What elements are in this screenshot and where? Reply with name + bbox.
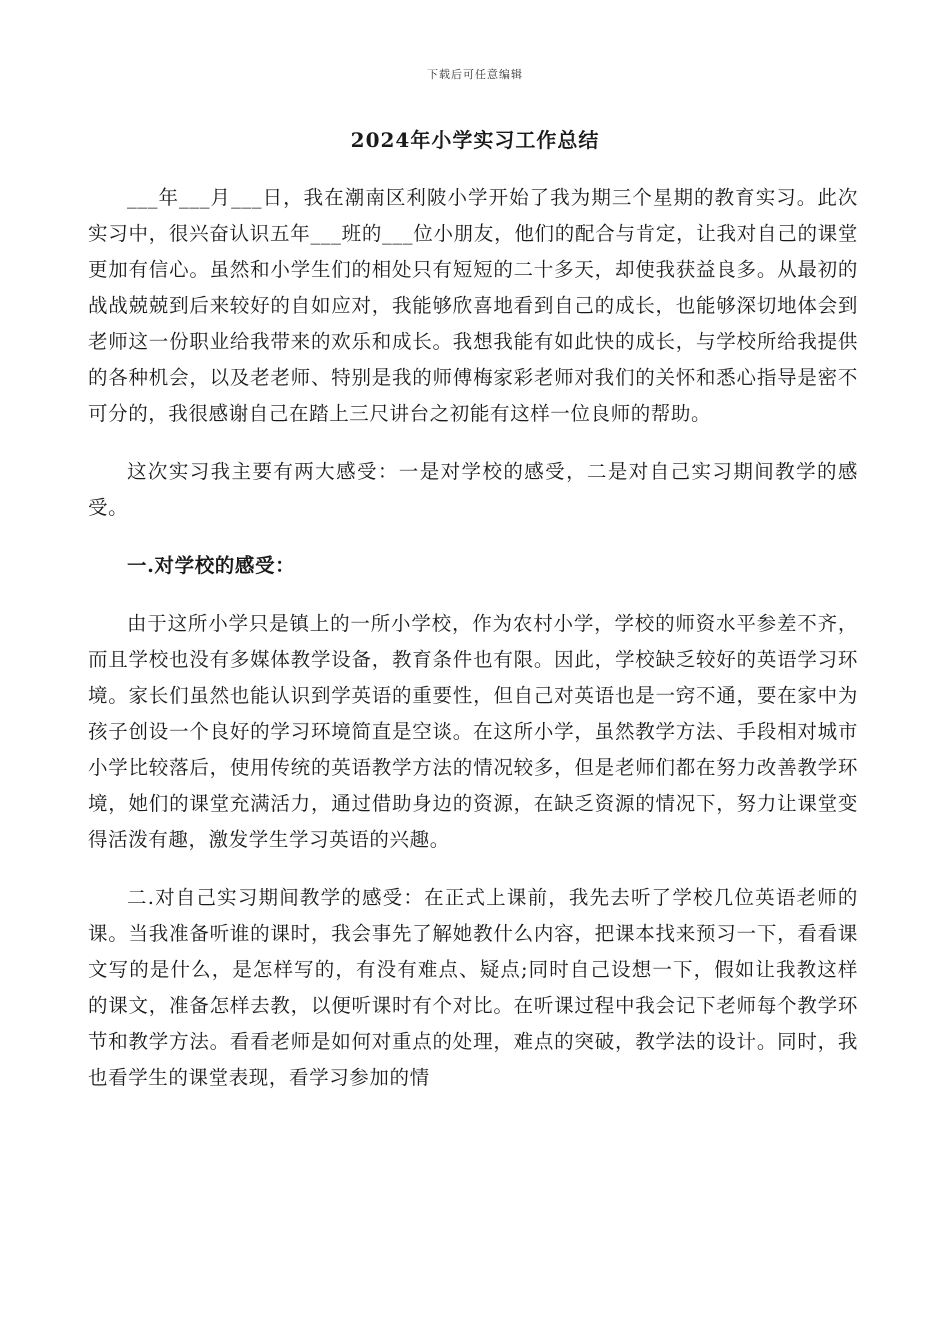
document-body: [88, 180, 858, 1096]
paragraph-teaching: 二.对自己实习期间教学的感受：在正式上课前，我先去听了学校几位英语老师的课。当我准备听谁的课时，我会事先了解她教什么内容，把课本找来预习一下，看看课文写的是什么，是怎样写的，有没有难点、疑点;同时自己设想一下，假如让我教这样的课文，准备怎样去教，以便听课时有个对比。在听课过程中我会记下老师每个教学环节和教学方法。看看老师是如何对重点的处理，难点的突破，教学法的设计。同时，我也看学生的课堂表现，看学习参加的情: [88, 886, 858, 1089]
paragraph-intro: ___年___月___日，我在潮南区利陂小学开始了我为期三个星期的教育实习。此次实习中，很兴奋认识五年___班的___位小朋友，他们的配合与肯定，让我对自己的课堂更加有信心。虽然和小学生们的相处只有短短的二十多天，却使我获益良多。从最初的战战兢兢到后来较好的自如应对，我能够欣喜地看到自己的成长，也能够深切地体会到老师这一份职业给我带来的欢乐和成长。我想我能有如此快的成长，与学校所给我提供的各种机会，以及老老师、特别是我的师傅梅家彩老师对我们的关怀和悉心指导是密不可分的，我很感谢自己在踏上三尺讲台之初能有这样一位良师的帮助。: [88, 186, 858, 425]
section-heading-school: 一.对学校的感受：: [127, 554, 296, 577]
paragraph-gap: [88, 432, 858, 454]
paragraph-school: 由于这所小学只是镇上的一所小学校，作为农村小学，学校的师资水平参差不齐，而且学校也没有多媒体教学设备，教育条件也有限。因此，学校缺乏较好的英语学习环境。家长们虽然也能认识到学英语的重要性，但自己对英语也是一窍不通，要在家中为孩子创设一个良好的学习环境简直是空谈。在这所小学，虽然教学方法、手段相对城市小学比较落后，使用传统的英语教学方法的情况较多，但是老师们都在努力改善教学环境，她们的课堂充满活力，通过借助身边的资源，在缺乏资源的情况下，努力让课堂变得活泼有趣，激发学生学习英语的兴趣。: [88, 612, 858, 851]
header-note: 下载后可任意编辑: [427, 68, 523, 81]
paragraph-gap: [88, 526, 858, 548]
paragraph-gap: [88, 858, 858, 880]
paragraph-summary: 这次实习我主要有两大感受：一是对学校的感受，二是对自己实习期间教学的感受。: [88, 460, 858, 519]
document-title: 2024年小学实习工作总结: [350, 128, 600, 152]
paragraph-gap: [88, 584, 858, 606]
